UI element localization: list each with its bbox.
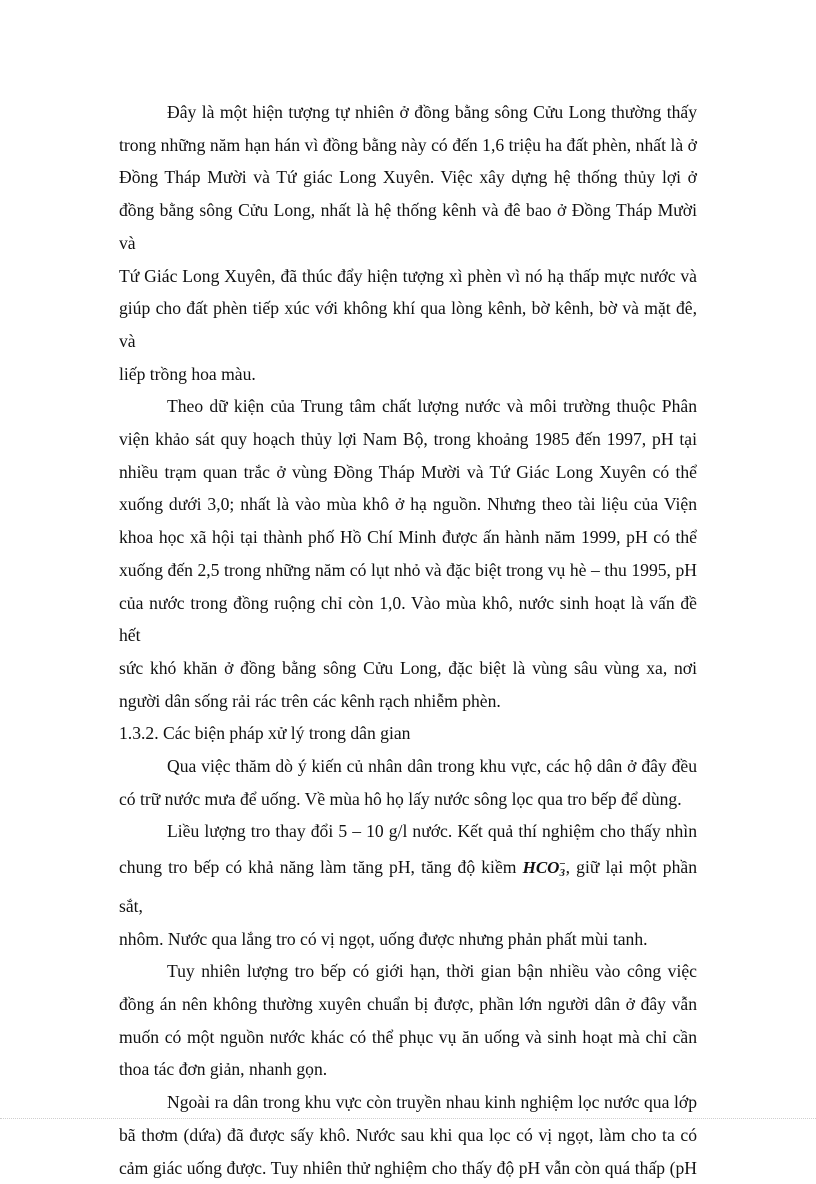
text-line: sức khó khăn ở đồng bằng sông Cửu Long, đặc biệt là vùng sâu vùng xa, nơi (119, 652, 697, 685)
text-line: xuống đến 2,5 trong những năm có lụt nhỏ và đặc biệt trong vụ hè – thu 1995, pH (119, 554, 697, 587)
formula-superscript: − (559, 858, 566, 870)
text-line: trong những năm hạn hán vì đồng bằng này có đến 1,6 triệu ha đất phèn, nhất là ở (119, 129, 697, 162)
text-line: Tứ Giác Long Xuyên, đã thúc đẩy hiện tượng xì phèn vì nó hạ thấp mực nước và (119, 260, 697, 293)
section-heading: 1.3.2. Các biện pháp xử lý trong dân gian (119, 717, 697, 750)
paragraph-dong-bang-song-cuu-long (119, 96, 697, 390)
text-segment: chung tro bếp có khả năng làm tăng pH, tăng độ kiềm (119, 857, 523, 877)
paragraph-luong-tro-gioi-han (119, 955, 697, 1086)
page-bottom-divider (0, 1118, 816, 1119)
formula-base: HCO (523, 858, 560, 877)
text-line: Ngoài ra dân trong khu vực còn truyền nhau kinh nghiệm lọc nước qua lớp (119, 1086, 697, 1119)
text-line: giúp cho đất phèn tiếp xúc với không khí qua lòng kênh, bờ kênh, bờ và mặt đê, và (119, 292, 697, 357)
text-line: Đây là một hiện tượng tự nhiên ở đồng bằng sông Cửu Long thường thấy (119, 96, 697, 129)
text-line: cảm giác uống được. Tuy nhiên thử nghiệm cho thấy độ pH vẫn còn quá thấp (pH (119, 1152, 697, 1184)
text-line: đồng bằng sông Cửu Long, nhất là hệ thống kênh và đê bao ở Đồng Tháp Mười và (119, 194, 697, 259)
text-line: đồng án nên không thường xuyên chuẩn bị được, phần lớn người dân ở đây vẫn (119, 988, 697, 1021)
text-line: Qua việc thăm dò ý kiến củ nhân dân trong khu vực, các hộ dân ở đây đều (119, 750, 697, 783)
text-line: viện khảo sát quy hoạch thủy lợi Nam Bộ, trong khoảng 1985 đến 1997, pH tại (119, 423, 697, 456)
paragraph-du-kien-trung-tam (119, 390, 697, 717)
text-line: Theo dữ kiện của Trung tâm chất lượng nước và môi trường thuộc Phân (119, 390, 697, 423)
text-line: muốn có một nguồn nước khác có thể phục vụ ăn uống và sinh hoạt mà chỉ cần (119, 1021, 697, 1054)
paragraph-loc-nuoc-ba-thom (119, 1086, 697, 1184)
paragraph-tham-do-y-kien (119, 750, 697, 815)
text-line: bã thơm (dứa) đã được sấy khô. Nước sau khi qua lọc có vị ngọt, làm cho ta có (119, 1119, 697, 1152)
formula-subscript: 3 (559, 867, 565, 879)
text-line: nhiều trạm quan trắc ở vùng Đồng Tháp Mười và Tứ Giác Long Xuyên có thể (119, 456, 697, 489)
text-line: có trữ nước mưa để uống. Về mùa hô họ lấy nước sông lọc qua tro bếp để dùng. (119, 783, 697, 816)
text-line: thoa tác đơn giản, nhanh gọn. (119, 1053, 697, 1086)
text-line: liếp trồng hoa màu. (119, 358, 697, 391)
paragraph-lieu-luong-tro (119, 815, 697, 955)
text-line-with-formula (119, 848, 697, 922)
text-line: người dân sống rải rác trên các kênh rạch nhiễm phèn. (119, 685, 697, 718)
text-line: khoa học xã hội tại thành phố Hồ Chí Minh được ấn hành năm 1999, pH có thể (119, 521, 697, 554)
text-line: xuống dưới 3,0; nhất là vào mùa khô ở hạ nguồn. Nhưng theo tài liệu của Viện (119, 488, 697, 521)
text-line: nhôm. Nước qua lắng tro có vị ngọt, uống được nhưng phản phất mùi tanh. (119, 923, 697, 956)
text-line: Tuy nhiên lượng tro bếp có giới hạn, thời gian bận nhiều vào công việc (119, 955, 697, 988)
text-segment: , giữ lại một phần sắt, (119, 857, 697, 916)
text-line: Liều lượng tro thay đổi 5 – 10 g/l nước. Kết quả thí nghiệm cho thấy nhìn (119, 815, 697, 848)
bicarbonate-formula (523, 858, 566, 877)
document-body (119, 96, 697, 1184)
text-line: Đồng Tháp Mười và Tứ giác Long Xuyên. Việc xây dựng hệ thống thủy lợi ở (119, 161, 697, 194)
text-line: của nước trong đồng ruộng chỉ còn 1,0. Vào mùa khô, nước sinh hoạt là vấn đề hết (119, 587, 697, 652)
